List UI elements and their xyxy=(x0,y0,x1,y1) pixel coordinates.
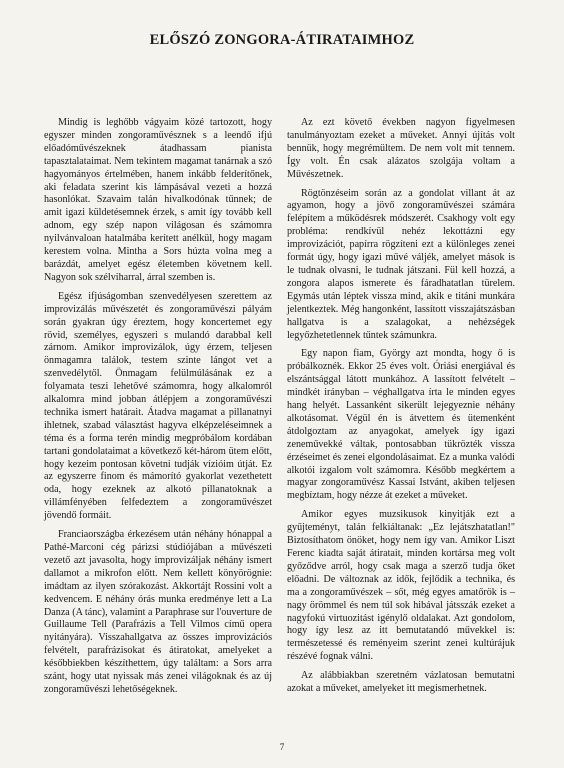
paragraph: Franciaországba érkezésem után néhány hónappal a Pathé-Marconi cég párizsi stúdiójában a művészeti vezető azt javasolta, hogy improvizáljak néhány ismert dallamot a mikrofon előtt. Nem kellett könyörögnie: imádtam az ilyen szórakozást. Akkortájt Rossini volt a kedvencem. E néhány órás munka eredménye lett a La Danza (A tánc), valamint a Paraphrase sur l'ouverture de Guillaume Tell (Parafrázis a Tell Vilmos című opera nyitányára). Visszahallgatva az összes improvizációs felvételt, parafrázisokat és átiratokat, amelyeket a későbbiekben készíthettem, úgy találtam: a Sors arra szánt, hogy utat nyissak más zenei világoknak és az új zongoraművészi lehetőségeknek. xyxy=(44,529,272,695)
paragraph: Az ezt követő években nagyon figyelmesen tanulmányoztam ezeket a műveket. Annyi újítás volt bennük, hogy megrémültem. De nem volt mit tennem. Így volt. Én csak alázatos szolgája voltam a Művészetnek. xyxy=(287,117,515,180)
left-column xyxy=(44,117,272,703)
right-column xyxy=(287,117,515,702)
paragraph: Rögtönzéseim során az a gondolat villant át az agyamon, hogy a jövő zongoraművészei számára felépítem a működésrek módszerét. Csakhogy volt egy probléma: rendkívül nehéz lekottázni egy improvizációt, papírra rögzíteni ezt a különleges zenei formát úgy, hogy igazi művé váljék, amelyet mások is le tudnak olvasni, le tudnak játszani. Fül kell hozzá, a zongora alapos ismerete és fáradhatatlan türelem. Egymás után léptek vissza mind, akik e titáni munkára jelentkeztek. Még hangonként, lassított visszajátszásban hallgatva is a szalagokat, a nehézségek legyőzhetetlennek tűntek számunkra. xyxy=(287,187,515,341)
paragraph: Az alábbiakban szeretném vázlatosan bemutatni azokat a műveket, amelyeket itt megismerhetnek. xyxy=(287,670,515,695)
paragraph: Amikor egyes muzsikusok kinyitják ezt a gyűjteményt, talán felkiáltanak: „Ez lejátszhatatlan!" Biztosíthatom önöket, hogy nem így van. Amikor Liszt Ferenc kiadta saját átiratait, minden kortársa meg volt győződve arról, hogy csak maga a szerző tudja őket előadni. De változnak az idők, fejlődik a technika, és ma a zongoraművészek – sőt, még egyes amatőrök is – nagy örömmel és nem túl sok hibával játsszák ezeket a nagyfokú virtuozitást igénylő oldalakat. Azt gondolom, hogy így lesz az itt bemutatandó művekkel is: természetessé és reményeim szerint zenei kultúrájuk részévé fognak válni. xyxy=(287,509,515,663)
page-number: 7 xyxy=(279,742,285,752)
paragraph: Mindig is leghőbb vágyaim közé tartozott, hogy egyszer minden zongoraművésznek s a leendő ifjú előadóművészeknek átadhassam pianista tapasztalataimat. Nem tekintem magamat tanárnak a szó hagyományos értelmében, hanem inkább felderítőnek, aki feladata szerint kis lámpásával vezeti a hozzá hasonlókat. Szavaim talán hivalkodónak tűnnek; de amit igazi küldetésemnek érzek, s amit így tovább kell adnom, egy szép napon világosan és számomra nyilvánvaloan hatalmába kerített anélkül, hogy magam kerestem volna. Mintha a Sors húzta volna meg a barázdát, amelyet egész életemben követnem kell. Nagyon sok szélviharral, árral szemben is. xyxy=(44,117,272,283)
paragraph: Egy napon fiam, György azt mondta, hogy ő is próbálkoznék. Ekkor 25 éves volt. Óriási energiával és elszántsággal látott munkához. A lassított felvételt – mindkét irányban – véghallgatva írta le minden egyes hang helyét. Lassanként sikerült lejegyeznie néhány alkotásomat. Végül én is átvettem és ütemenként átdolgoztam az anyagokat, amelyek így igazi zeneművekké váltak, pontosabban tükrözték vissza érzéseimet és zenei elgondolásaimat. Ez a munka valódi alkotói izgalom volt számomra. Később megkértem a magyar zongoraművész Kassai Istvánt, akiben teljesen megbíztam, hogy nézze át ezeket a műveket. xyxy=(287,348,515,502)
page-title: ELŐSZÓ ZONGORA-ÁTIRATAIMHOZ xyxy=(149,32,415,48)
paragraph: Egész ifjúságomban szenvedélyesen szerettem az improvizálás művészetét és zongoraművészi pályám során gyakran úgy éreztem, hogy koncertemet egy rövid, személyes, egyszeri s mulandó darabbal kell zárnom. Amikor improvizálok, úgy érzem, teljesen önmagamra találok, testem szinte lángot vet a szenvedélytől. Önmagam felülmúlásának ez a folyamata teszi lehetővé számomra, hogy alkalomról alkalomra mind jobban átlépjem a zongoraművészi technika ismert határait. Átadva magamat a pillanatnyi ihletnek, szabad választást hagyva elképzeléseimnek a téma és a forma terén mindig megpróbálom kordában tartani gondolataimat a következő két-három ütem előtt, hogy kezeim pontosan követni tudják vízióim útját. Ez az egyszerre finom és mámorító gyakorlat vezethetett oda, hogy ezeknek az alkotó pillanatoknak a villámfényében felfedeztem a zongoraművészet jövendő formáit. xyxy=(44,290,272,522)
